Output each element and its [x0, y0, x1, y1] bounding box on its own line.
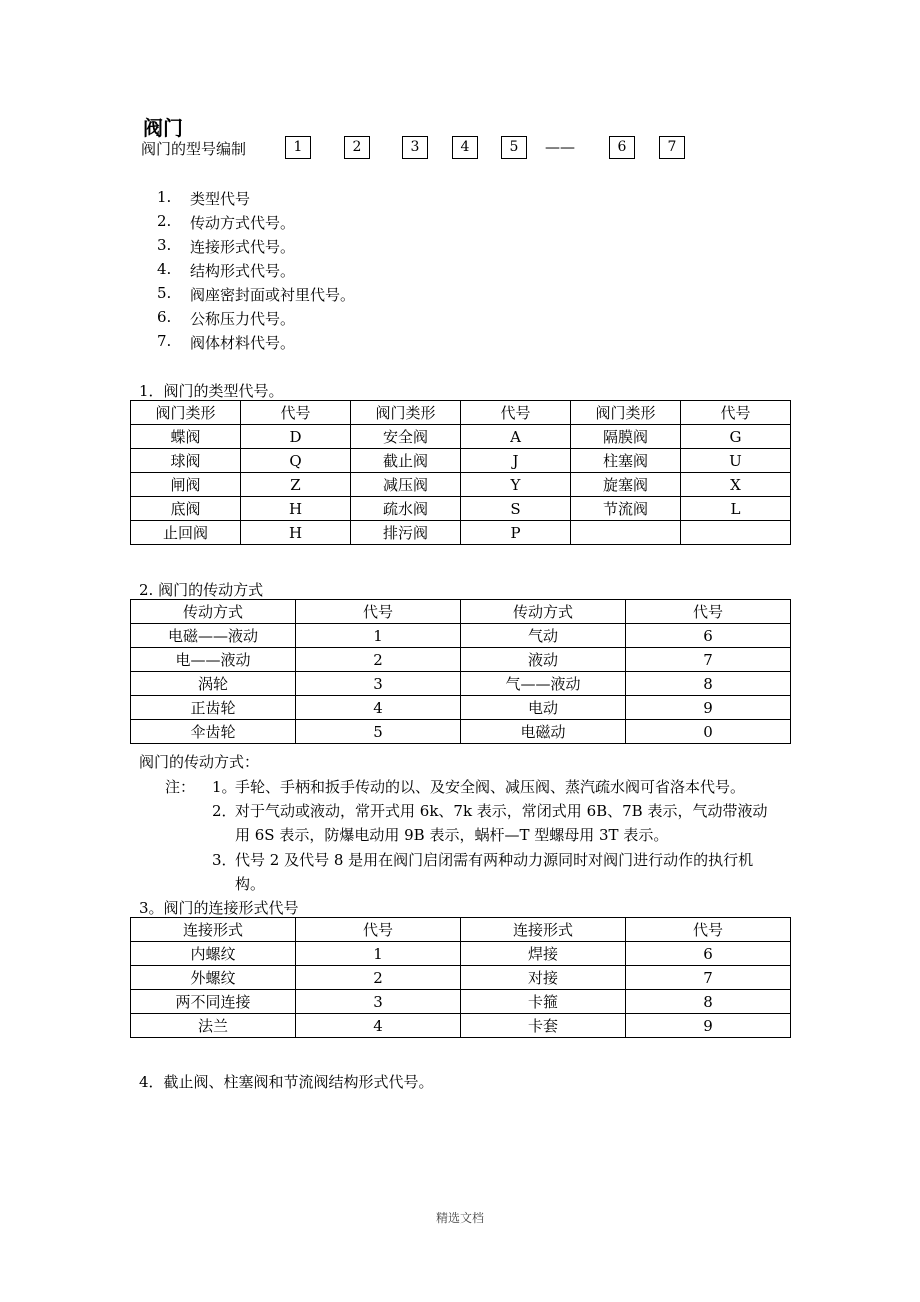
table-cell: X	[681, 473, 791, 497]
table-row	[131, 942, 791, 966]
section-heading-connection: 3。阀门的连接形式代号	[139, 899, 299, 917]
drive-mode-subheading: 阀门的传动方式：	[139, 753, 260, 771]
list-item-number: 4.	[157, 260, 172, 278]
table-header-cell: 传动方式	[461, 600, 626, 624]
table-cell: 两不同连接	[131, 990, 296, 1014]
table-row	[131, 672, 791, 696]
note-text: 手轮、手柄和扳手传动的以、及安全阀、减压阀、蒸汽疏水阀可省洛本代号。	[235, 778, 746, 796]
table-header-cell: 代号	[241, 401, 351, 425]
note-text: 代号 2 及代号 8 是用在阀门启闭需有两种动力源同时对阀门进行动作的执行机	[235, 851, 754, 869]
table-cell: 6	[626, 942, 791, 966]
table-cell: 减压阀	[351, 473, 461, 497]
table-cell	[681, 521, 791, 545]
code-box-7: 7	[659, 136, 685, 159]
table-header-cell: 连接形式	[461, 918, 626, 942]
code-box-3: 3	[402, 136, 428, 159]
list-item: 结构形式代号。	[190, 262, 296, 280]
table-cell: 气动	[461, 624, 626, 648]
table-cell: 安全阀	[351, 425, 461, 449]
table-cell: 伞齿轮	[131, 720, 296, 744]
code-box-2: 2	[344, 136, 370, 159]
table-cell: 隔膜阀	[571, 425, 681, 449]
table-cell: 截止阀	[351, 449, 461, 473]
note-text: 构。	[235, 875, 266, 893]
table-cell: Z	[241, 473, 351, 497]
code-box-6: 6	[609, 136, 635, 159]
note-text: 用 6S 表示，防爆电动用 9B 表示，蜗杆—T 型螺母用 3T 表示。	[235, 826, 669, 844]
table-cell: 7	[626, 648, 791, 672]
table-cell: 闸阀	[131, 473, 241, 497]
model-label: 阀门的型号编制	[141, 140, 247, 158]
table-row	[131, 990, 791, 1014]
list-item: 传动方式代号。	[190, 214, 296, 232]
table-header-cell: 阀门类形	[571, 401, 681, 425]
table-cell: 底阀	[131, 497, 241, 521]
table-row	[131, 696, 791, 720]
table-header-row	[131, 401, 791, 425]
table-cell: 电——液动	[131, 648, 296, 672]
table-row	[131, 720, 791, 744]
table-row	[131, 425, 791, 449]
table-cell: 气——液动	[461, 672, 626, 696]
table-cell: 电磁动	[461, 720, 626, 744]
list-item: 阀座密封面或衬里代号。	[190, 286, 356, 304]
table-cell: 焊接	[461, 942, 626, 966]
code-box-5: 5	[501, 136, 527, 159]
table-cell: 电磁——液动	[131, 624, 296, 648]
table-cell: 蝶阀	[131, 425, 241, 449]
table-cell: Y	[461, 473, 571, 497]
drive-mode-table	[130, 599, 791, 744]
table-cell: J	[461, 449, 571, 473]
table-cell: 内螺纹	[131, 942, 296, 966]
table-cell: 涡轮	[131, 672, 296, 696]
table-cell: 9	[626, 1014, 791, 1038]
section-heading-type-code: 1．阀门的类型代号。	[139, 382, 284, 400]
table-cell: 0	[626, 720, 791, 744]
table-header-cell: 代号	[296, 600, 461, 624]
table-cell: D	[241, 425, 351, 449]
table-row	[131, 449, 791, 473]
table-cell: 卡箍	[461, 990, 626, 1014]
table-cell: 3	[296, 990, 461, 1014]
table-row	[131, 473, 791, 497]
table-row	[131, 648, 791, 672]
table-cell: 1	[296, 942, 461, 966]
list-item-number: 1.	[157, 188, 172, 206]
table-header-cell: 代号	[626, 600, 791, 624]
table-cell: 2	[296, 648, 461, 672]
section-heading-structure: 4．截止阀、柱塞阀和节流阀结构形式代号。	[139, 1073, 434, 1091]
list-item-number: 7.	[157, 332, 172, 350]
table-cell: 外螺纹	[131, 966, 296, 990]
table-cell: U	[681, 449, 791, 473]
list-item: 类型代号	[190, 190, 251, 208]
table-header-row	[131, 918, 791, 942]
note-number: 3．	[212, 851, 237, 869]
table-cell: 疏水阀	[351, 497, 461, 521]
table-header-cell: 连接形式	[131, 918, 296, 942]
list-item-number: 5.	[157, 284, 172, 302]
table-cell: H	[241, 521, 351, 545]
note-label: 注：	[165, 778, 196, 796]
table-cell: 2	[296, 966, 461, 990]
code-box-4: 4	[452, 136, 478, 159]
table-cell: 止回阀	[131, 521, 241, 545]
list-item: 阀体材料代号。	[190, 334, 296, 352]
table-cell: 液动	[461, 648, 626, 672]
note-text: 对于气动或液动，常开式用 6k、7k 表示，常闭式用 6B、7B 表示，气动带液动	[235, 802, 768, 820]
table-cell: 节流阀	[571, 497, 681, 521]
table-header-cell: 阀门类形	[351, 401, 461, 425]
table-cell: 8	[626, 672, 791, 696]
table-header-row	[131, 600, 791, 624]
table-header-cell: 代号	[681, 401, 791, 425]
table-cell: G	[681, 425, 791, 449]
table-cell: L	[681, 497, 791, 521]
connection-table	[130, 917, 791, 1038]
table-cell: 9	[626, 696, 791, 720]
table-cell: 4	[296, 696, 461, 720]
table-cell: P	[461, 521, 571, 545]
list-item: 公称压力代号。	[190, 310, 296, 328]
table-cell: 旋塞阀	[571, 473, 681, 497]
table-cell: 6	[626, 624, 791, 648]
table-cell: 卡套	[461, 1014, 626, 1038]
table-row	[131, 624, 791, 648]
table-cell: 3	[296, 672, 461, 696]
list-item-number: 2.	[157, 212, 172, 230]
table-cell: 8	[626, 990, 791, 1014]
table-cell: S	[461, 497, 571, 521]
table-cell: 法兰	[131, 1014, 296, 1038]
note-number: 1。	[212, 778, 237, 796]
note-number: 2．	[212, 802, 237, 820]
table-cell: 正齿轮	[131, 696, 296, 720]
list-item-number: 3.	[157, 236, 172, 254]
table-row	[131, 966, 791, 990]
table-row	[131, 1014, 791, 1038]
valve-type-table	[130, 400, 791, 545]
table-cell: 5	[296, 720, 461, 744]
list-item: 连接形式代号。	[190, 238, 296, 256]
table-cell: A	[461, 425, 571, 449]
table-header-cell: 代号	[296, 918, 461, 942]
section-heading-drive-mode: 2. 阀门的传动方式	[139, 581, 264, 599]
table-row	[131, 521, 791, 545]
table-cell: 电动	[461, 696, 626, 720]
table-header-cell: 阀门类形	[131, 401, 241, 425]
table-cell: 柱塞阀	[571, 449, 681, 473]
table-cell: 1	[296, 624, 461, 648]
table-header-cell: 代号	[461, 401, 571, 425]
code-dash: ——	[545, 138, 575, 156]
list-item-number: 6.	[157, 308, 172, 326]
table-row	[131, 497, 791, 521]
table-cell: 7	[626, 966, 791, 990]
table-cell: 排污阀	[351, 521, 461, 545]
page-footer: 精选文档	[435, 1211, 484, 1225]
table-header-cell: 传动方式	[131, 600, 296, 624]
table-cell	[571, 521, 681, 545]
table-header-cell: 代号	[626, 918, 791, 942]
table-cell: H	[241, 497, 351, 521]
table-cell: 4	[296, 1014, 461, 1038]
code-box-1: 1	[285, 136, 311, 159]
table-cell: 球阀	[131, 449, 241, 473]
page-title: 阀门	[143, 116, 183, 140]
table-cell: 对接	[461, 966, 626, 990]
table-cell: Q	[241, 449, 351, 473]
